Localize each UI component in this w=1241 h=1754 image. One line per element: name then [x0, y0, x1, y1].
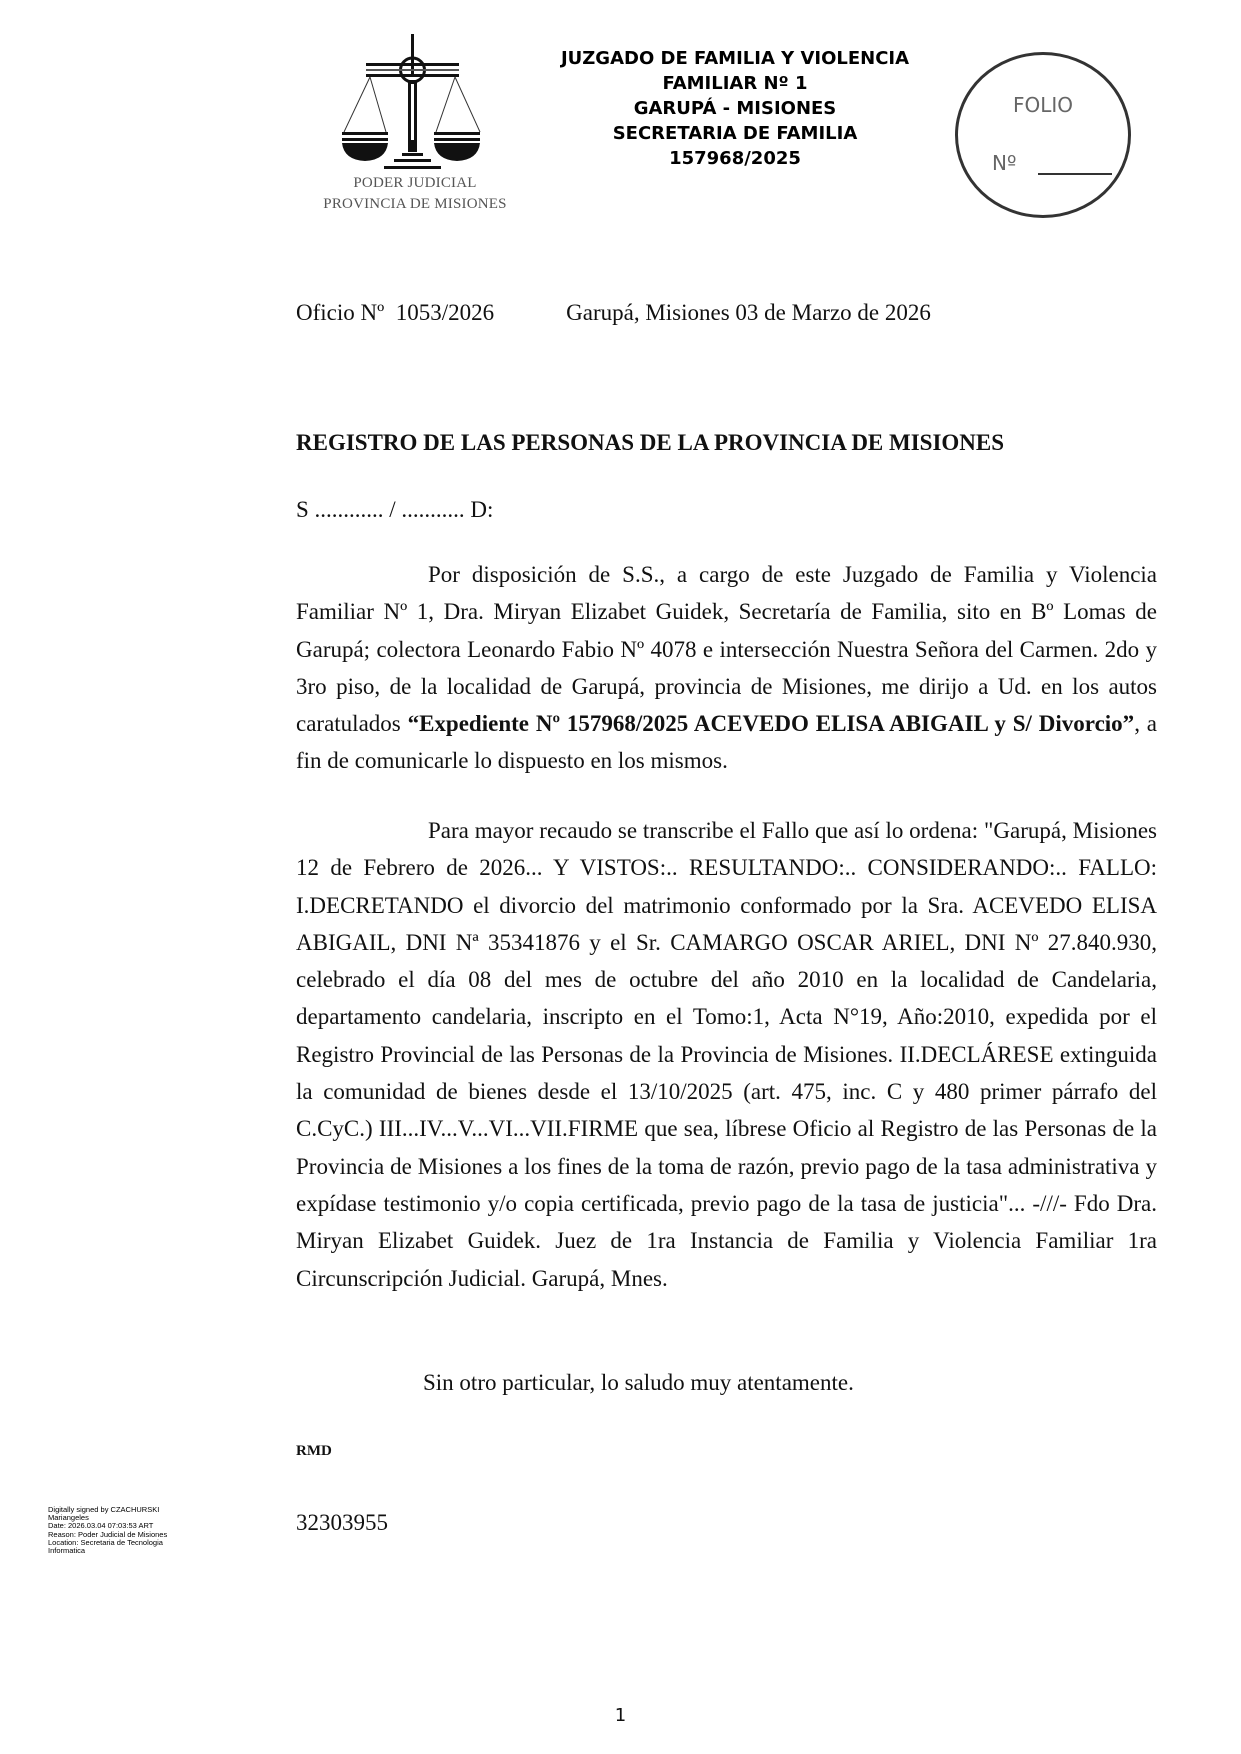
author-initials: RMD — [296, 1443, 332, 1459]
oficio-line — [296, 300, 931, 326]
folio-label: FOLIO — [1012, 93, 1074, 117]
document-code: 32303955 — [296, 1510, 388, 1535]
paragraph-ruling-text: Para mayor recaudo se transcribe el Fallo que así lo ordena: "Garupá, Misiones 12 de Febrero de 2026... Y VISTOS:.. RESULTANDO:.. CONSIDERANDO:.. FALLO: I.DECRETANDO el divorcio del matrimonio conformado por la Sra. ACEVEDO ELISA ABIGAIL, DNI Nª 35341876 y el Sr. CAMARGO OSCAR ARIEL, DNI Nº 27.840.930, celebrado el día 08 del mes de octubre del año 2010 en la localidad de Candelaria, departamento candelaria, inscripto en el Tomo:1, Acta N°19, Año:2010, expedida por el Registro Provincial de las Personas de la Provincia de Misiones. II.DECLÁRESE extinguida la comunidad de bienes desde el 13/10/2025 (art. 475, inc. C y 480 primer párrafo del C.CyC.) III...IV...V...VI...VII.FIRME que sea, líbrese Oficio al Registro de las Personas de la Provincia de Misiones a los fines de la toma de razón, previo pago de la tasa administrativa y expídase testimonio y/o copia certificada, previo pago de la tasa de justicia"... -///- Fdo Dra. Miryan Elizabet Guidek. Juez de 1ra Instancia de Familia y Violencia Familiar 1ra Circunscripción Judicial. Garupá, Mnes. — [296, 818, 1157, 1291]
folio-number-label: Nº — [992, 151, 1017, 175]
salutation: S ............ / ........... D: — [296, 497, 494, 522]
logo-caption-line2: PROVINCIA DE MISIONES — [323, 196, 507, 212]
poder-judicial-logo — [310, 32, 520, 222]
paragraph-intro-text: Por disposición de S.S., a cargo de este Juzgado de Familia y Violencia Familiar Nº 1, Dra. Miryan Elizabet Guidek, Secretaría de Familia, sito en Bº Lomas de Garupá; colectora Leonardo Fabio Nº 4078 e intersección Nuestra Señora del Carmen. 2do y 3ro piso, de la localidad de Garupá, provincia de Misiones, me dirijo a Ud. en los autos caratulados — [296, 562, 1157, 737]
folio-stamp — [955, 52, 1131, 218]
logo-caption-line1: PODER JUDICIAL — [353, 175, 477, 191]
signature-line: Mariangeles — [48, 1513, 89, 1523]
court-location: GARUPÁ - MISIONES — [633, 98, 837, 119]
signature-line: Informatica — [48, 1546, 86, 1556]
scales-of-justice-icon — [310, 32, 520, 182]
signature-line: Reason: Poder Judicial de Misiones — [48, 1529, 168, 1539]
court-header — [530, 46, 940, 171]
place-date: Garupá, Misiones 03 de Marzo de 2026 — [566, 300, 931, 325]
folio-number-blank — [1038, 173, 1112, 175]
signature-line: Digitally signed by CZACHURSKI — [48, 1505, 160, 1514]
paragraph-intro-end: , a fin de comunicarle lo dispuesto en los mismos. — [296, 711, 1158, 774]
recipient-heading: REGISTRO DE LAS PERSONAS DE LA PROVINCIA DE MISIONES — [296, 430, 1005, 455]
court-name-line2: FAMILIAR Nº 1 — [662, 73, 808, 94]
oficio-number: Oficio Nº 1053/2026 — [296, 300, 495, 325]
signature-line: Location: Secretaria de Tecnologia — [48, 1537, 163, 1547]
page-number: 1 — [614, 1705, 627, 1726]
closing-line: Sin otro particular, lo saludo muy atentamente. — [423, 1370, 854, 1395]
case-title: “Expediente Nº 157968/2025 ACEVEDO ELISA ABIGAIL y S/ Divorcio” — [407, 711, 1135, 737]
case-number: 157968/2025 — [669, 148, 801, 169]
court-secretariat: SECRETARIA DE FAMILIA — [612, 123, 858, 144]
digital-signature — [48, 1506, 167, 1555]
signature-line: Date: 2026.03.04 07:03:53 ART — [48, 1521, 154, 1531]
paragraph-ruling — [296, 812, 1157, 1297]
court-name-line1: JUZGADO DE FAMILIA Y VIOLENCIA — [560, 48, 910, 69]
paragraph-intro — [296, 556, 1157, 780]
